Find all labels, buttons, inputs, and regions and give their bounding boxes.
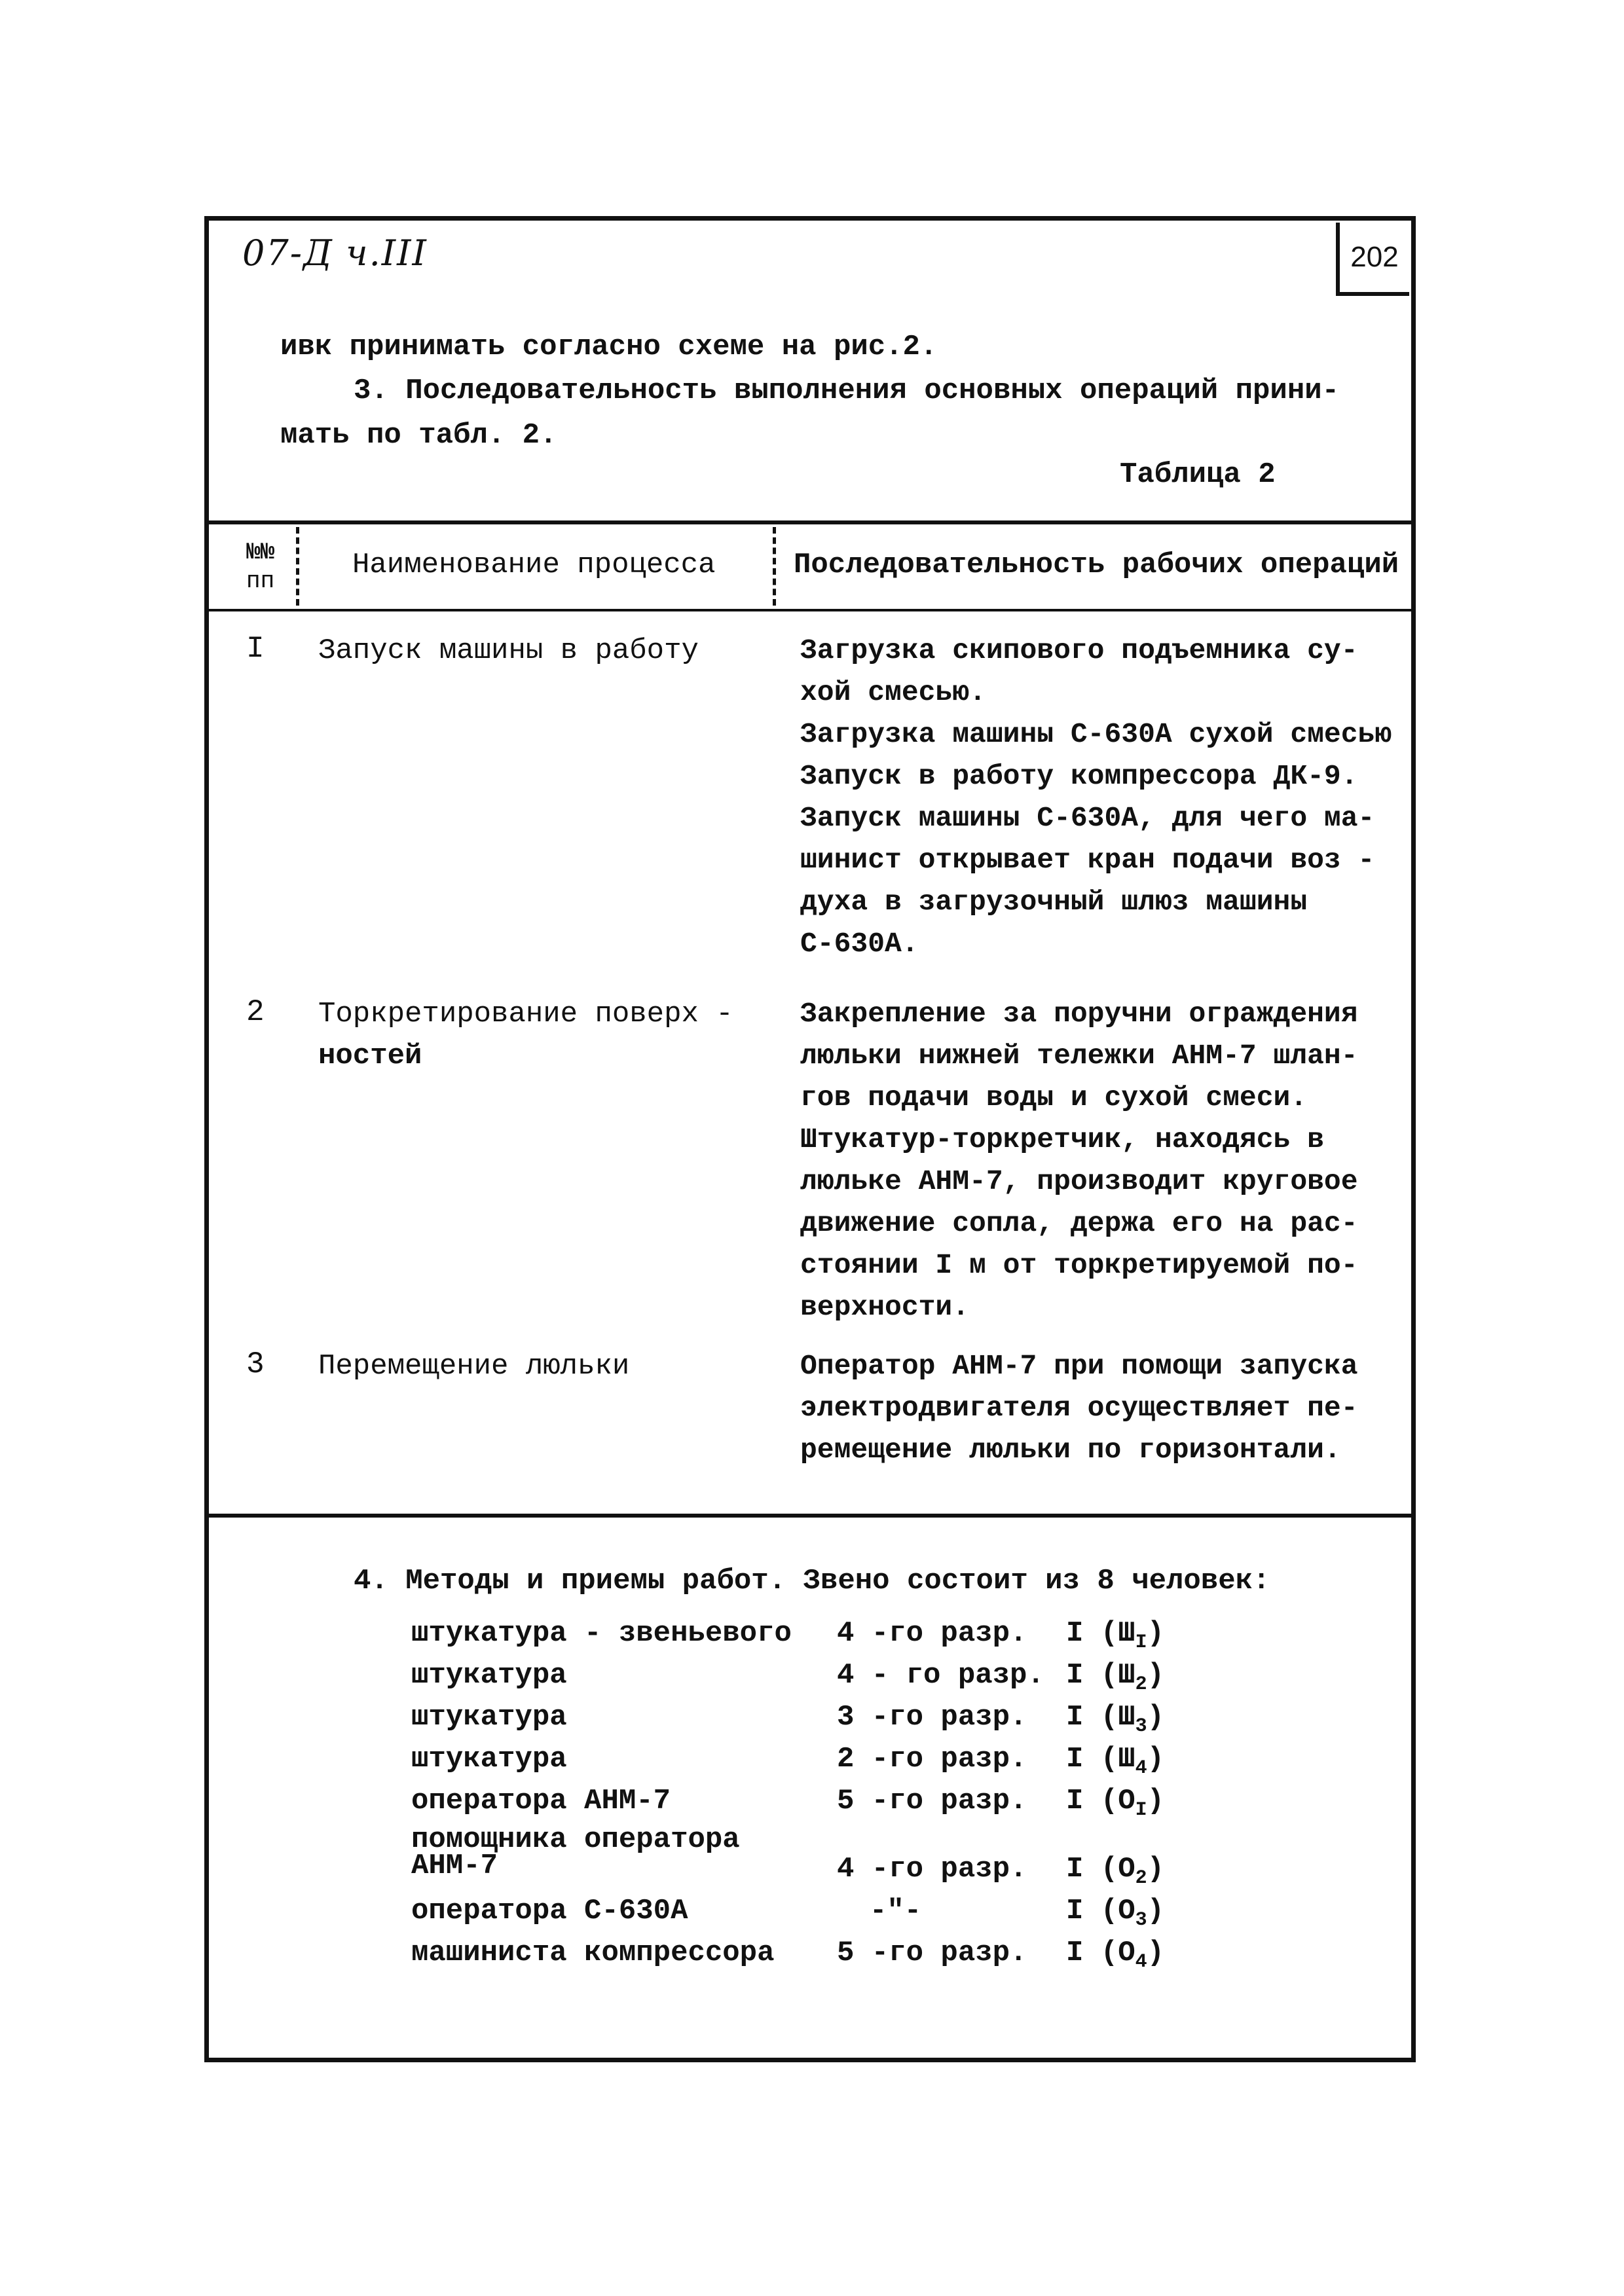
crew-count	[1066, 1617, 1164, 1654]
row-1-op-line: С-630А.	[800, 928, 919, 960]
row-1-process-line: Запуск машины в работу	[318, 634, 699, 667]
crew-grade: -"-	[870, 1895, 922, 1927]
row-2-operations	[800, 993, 1403, 1328]
row-3-op-line: электродвигателя осуществляет пе-	[800, 1392, 1358, 1424]
row-1-operations	[800, 630, 1403, 965]
crew-role: штукатура - звеньевого	[411, 1617, 792, 1650]
row-2-op-line: движение сопла, держа его на рас-	[800, 1207, 1358, 1239]
header-num	[246, 538, 274, 596]
crew-index: 2	[1135, 1673, 1147, 1696]
document-code: 07-Д ч.III	[242, 232, 428, 274]
crew-count-text: I (Ш	[1066, 1659, 1135, 1692]
row-3-num: 3	[246, 1347, 265, 1381]
crew-close: )	[1147, 1937, 1165, 1969]
crew-index: 3	[1135, 1715, 1147, 1738]
crew-count	[1066, 1659, 1164, 1696]
crew-count-text: I (Ш	[1066, 1743, 1135, 1776]
crew-grade: 4 -го разр.	[837, 1617, 1027, 1650]
crew-role: машиниста компрессора	[411, 1937, 775, 1969]
crew-grade: 2 -го разр.	[837, 1743, 1027, 1776]
crew-count	[1066, 1937, 1164, 1973]
page-number-text: 202	[1350, 241, 1399, 273]
table-header-rule	[204, 609, 1416, 611]
crew-role	[411, 1823, 740, 1882]
crew-index: 2	[1135, 1867, 1147, 1889]
crew-index: 4	[1135, 1757, 1147, 1779]
crew-close: )	[1147, 1895, 1165, 1927]
row-3-process	[318, 1345, 629, 1387]
crew-close: )	[1147, 1853, 1165, 1886]
row-2-op-line: стоянии I м от торкретируемой по-	[800, 1249, 1358, 1281]
crew-count	[1066, 1785, 1164, 1821]
row-1-op-line: Загрузка скипового подъемника су-	[800, 634, 1358, 666]
page-number	[1336, 223, 1409, 296]
row-2-process-line: ностей	[318, 1040, 422, 1072]
header-process: Наименование процесса	[352, 549, 716, 581]
crew-count-text: I (Ш	[1066, 1617, 1135, 1650]
row-2-op-line: верхности.	[800, 1291, 970, 1323]
row-2-op-line: гов подачи воды и сухой смеси.	[800, 1082, 1308, 1114]
intro-line-3: мать по табл. 2.	[280, 419, 557, 452]
crew-count-text: I (О	[1066, 1853, 1135, 1886]
crew-role: оператора АНМ-7	[411, 1785, 671, 1817]
table-top-rule	[204, 520, 1416, 524]
crew-index: 3	[1135, 1909, 1147, 1931]
row-2-num: 2	[246, 995, 265, 1029]
table-caption: Таблица 2	[1120, 458, 1276, 491]
row-3-operations	[800, 1345, 1403, 1471]
row-3-process-line: Перемещение люльки	[318, 1350, 630, 1383]
crew-count	[1066, 1701, 1164, 1738]
crew-grade: 5 -го разр.	[837, 1785, 1027, 1817]
crew-count	[1066, 1743, 1164, 1779]
crew-grade: 4 - го разр.	[837, 1659, 1044, 1692]
row-2-op-line: люльки нижней тележки АНМ-7 шлан-	[800, 1040, 1358, 1072]
crew-role: оператора С-630А	[411, 1895, 688, 1927]
header-num-line-2: пп	[246, 568, 275, 594]
crew-grade: 4 -го разр.	[837, 1853, 1027, 1886]
crew-close: )	[1147, 1743, 1165, 1776]
header-operations: Последовательность рабочих операций	[794, 549, 1399, 581]
crew-count-text: I (О	[1066, 1937, 1135, 1969]
row-1-op-line: Запуск в работу компрессора ДК-9.	[800, 760, 1358, 792]
intro-line-2: 3. Последовательность выполнения основных операций прини-	[354, 374, 1340, 407]
header-divider-2	[773, 527, 776, 606]
row-3-op-line: ремещение люльки по горизонтали.	[800, 1434, 1341, 1466]
crew-role-line-1: помощника оператора	[411, 1823, 740, 1856]
crew-index: I	[1135, 1631, 1147, 1654]
row-1-op-line: хой смесью.	[800, 676, 986, 708]
row-1-op-line: духа в загрузочный шлюз машины	[800, 886, 1308, 918]
row-2-process	[318, 993, 733, 1077]
crew-index: 4	[1135, 1951, 1147, 1973]
header-divider-1	[296, 527, 299, 606]
crew-count-text: I (О	[1066, 1785, 1135, 1817]
row-1-op-line: Загрузка машины С-630А сухой смесью	[800, 718, 1392, 750]
row-1-op-line: шинист открывает кран подачи воз -	[800, 844, 1375, 876]
row-1-num: I	[246, 632, 265, 666]
crew-role: штукатура	[411, 1659, 567, 1692]
row-2-op-line: Штукатур-торкретчик, находясь в	[800, 1123, 1324, 1156]
methods-heading: 4. Методы и приемы работ. Звено состоит из 8 человек:	[354, 1565, 1270, 1597]
table-bottom-rule	[204, 1514, 1416, 1518]
crew-count-text: I (О	[1066, 1895, 1135, 1927]
intro-line-1: ивк принимать согласно схеме на рис.2.	[280, 331, 938, 363]
crew-role: штукатура	[411, 1743, 567, 1776]
row-2-op-line: Закрепление за поручни ограждения	[800, 998, 1358, 1030]
crew-close: )	[1147, 1617, 1165, 1650]
crew-role: штукатура	[411, 1701, 567, 1734]
crew-grade: 5 -го разр.	[837, 1937, 1027, 1969]
crew-count	[1066, 1853, 1164, 1889]
crew-grade: 3 -го разр.	[837, 1701, 1027, 1734]
row-1-process	[318, 630, 699, 672]
crew-close: )	[1147, 1785, 1165, 1817]
crew-count-text: I (Ш	[1066, 1701, 1135, 1734]
row-2-process-line: Торкретирование поверх -	[318, 998, 733, 1030]
row-2-op-line: люльке АНМ-7, производит круговое	[800, 1165, 1358, 1197]
crew-close: )	[1147, 1701, 1165, 1734]
crew-index: I	[1135, 1799, 1147, 1821]
crew-close: )	[1147, 1659, 1165, 1692]
header-num-line-1: №№	[246, 539, 275, 566]
crew-role-line-2: АНМ-7	[411, 1850, 498, 1882]
row-1-op-line: Запуск машины С-630А, для чего ма-	[800, 802, 1375, 834]
row-3-op-line: Оператор АНМ-7 при помощи запуска	[800, 1350, 1358, 1382]
crew-count	[1066, 1895, 1164, 1931]
